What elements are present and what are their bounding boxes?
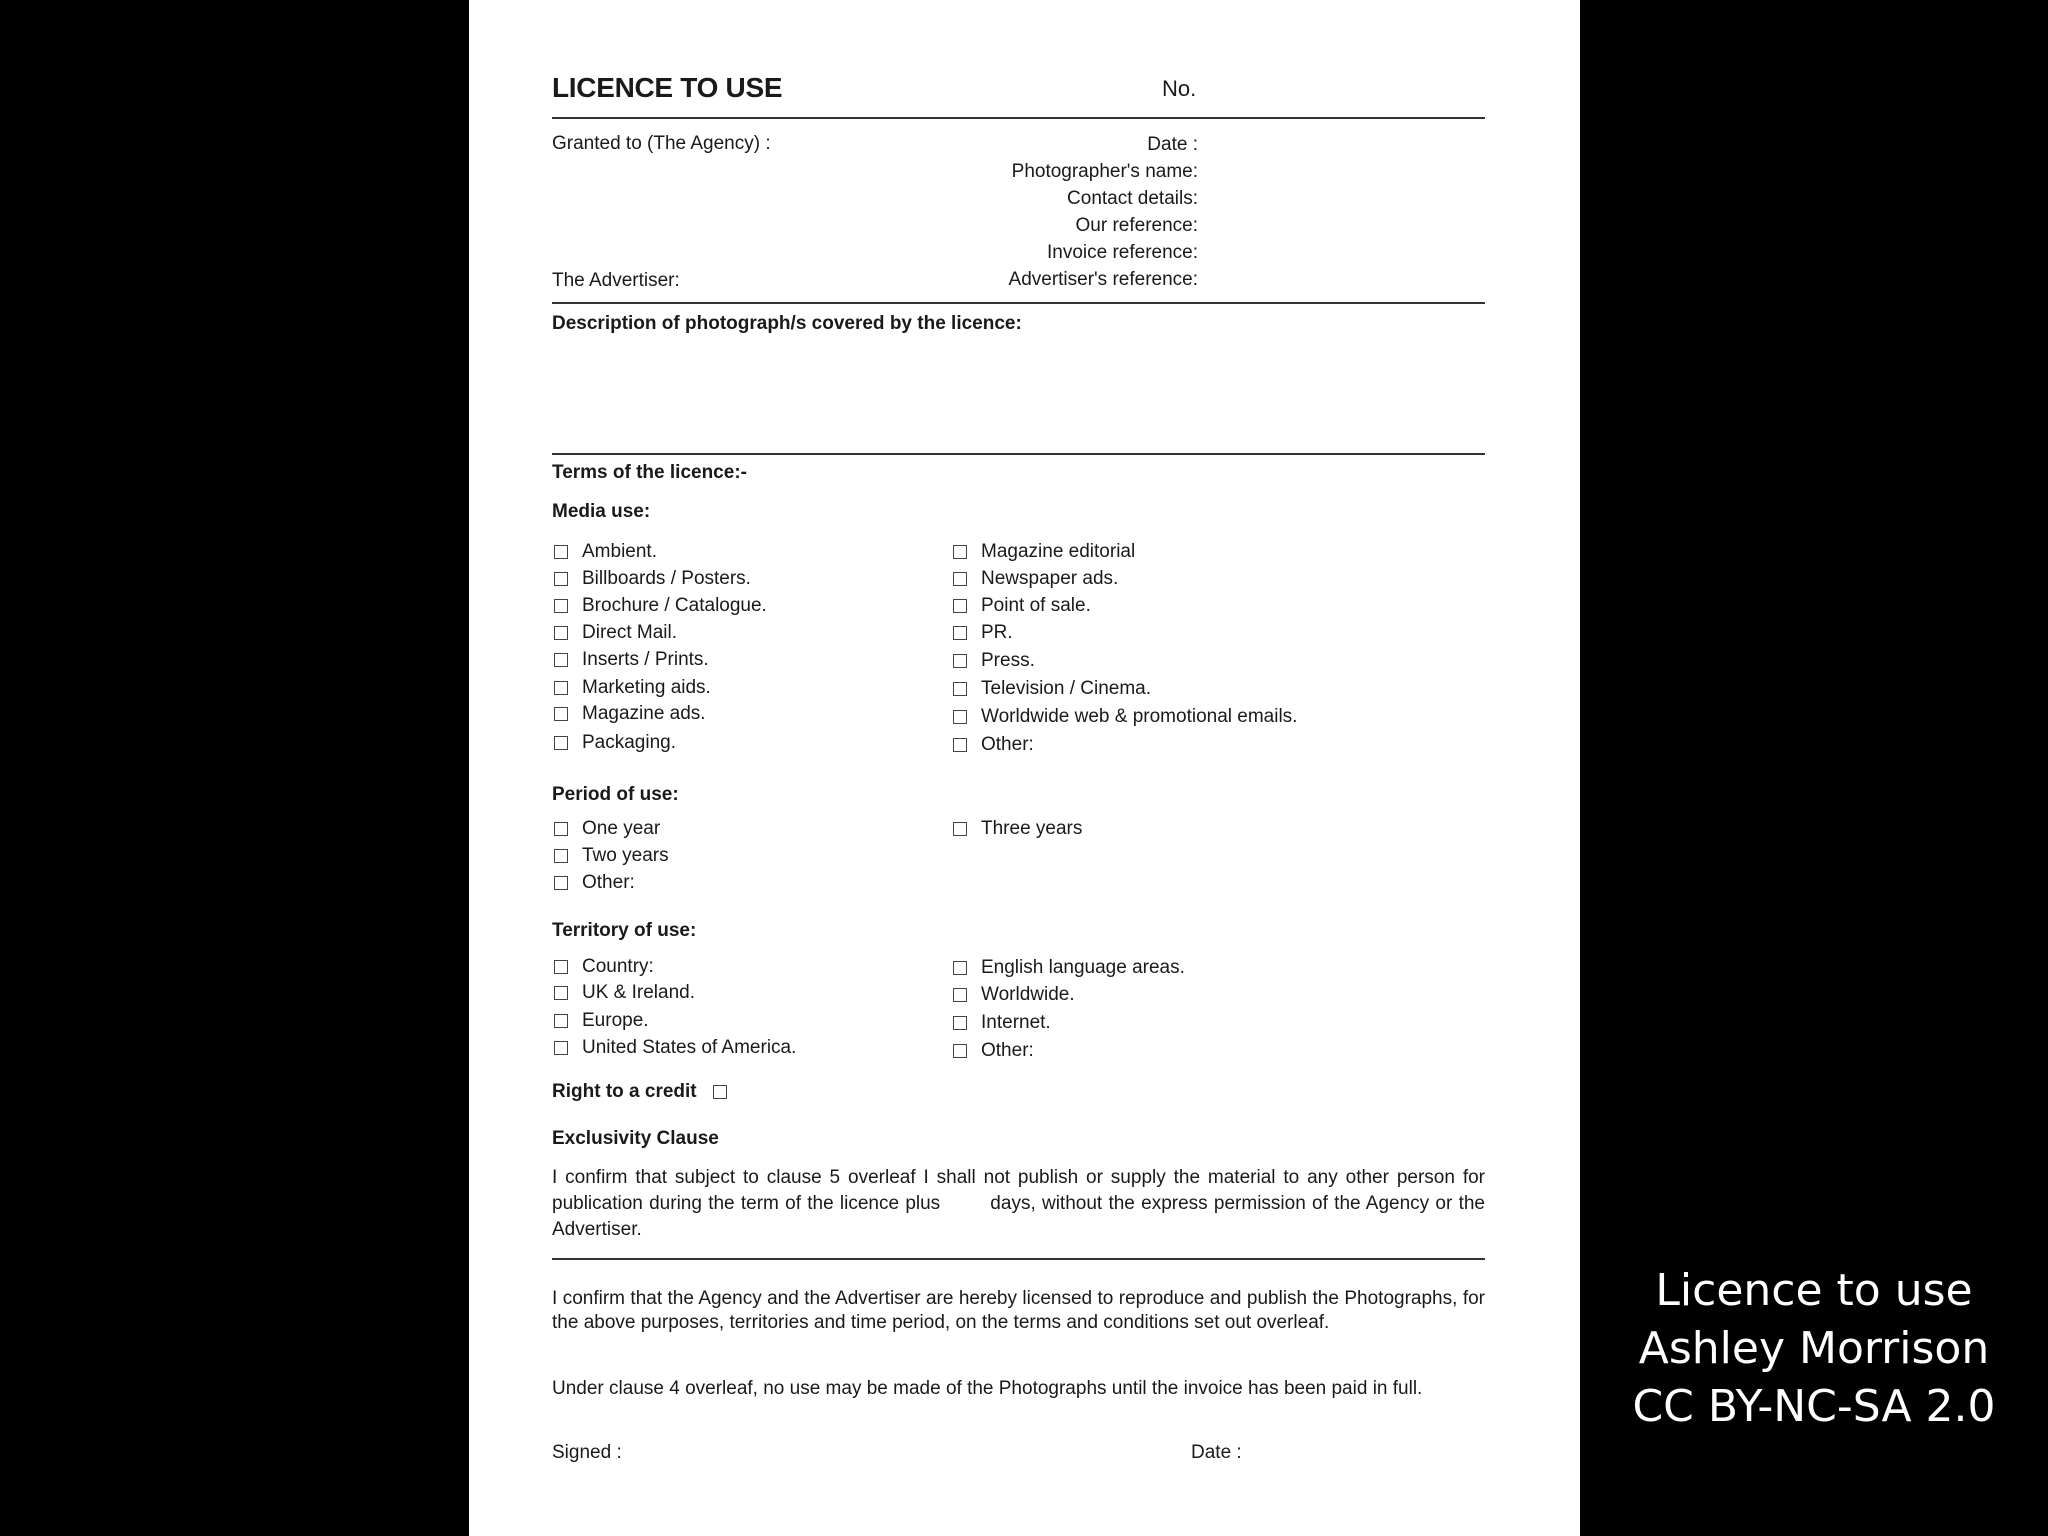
checkbox-icon[interactable] (953, 599, 967, 613)
contact-details-label: Contact details: (1067, 188, 1198, 209)
licence-document (469, 0, 1580, 1536)
checkbox-icon[interactable] (953, 1016, 967, 1030)
granted-to-label: Granted to (The Agency) : (552, 133, 771, 154)
checkbox-icon[interactable] (953, 654, 967, 668)
media-option-brochure[interactable]: Brochure / Catalogue. (554, 594, 767, 618)
divider (552, 117, 1485, 119)
period-option-two-years[interactable]: Two years (554, 844, 669, 868)
media-option-worldwide-web[interactable]: Worldwide web & promotional emails. (953, 705, 1297, 729)
territory-option-other[interactable]: Other: (953, 1039, 1034, 1063)
checkbox-icon[interactable] (554, 876, 568, 890)
territory-option-europe[interactable]: Europe. (554, 1009, 649, 1033)
checkbox-icon[interactable] (554, 1014, 568, 1028)
exclusivity-text: I confirm that subject to clause 5 overleaf I shall not publish or supply the material to any other person for publication during the term of the licence plus days, without the express permission of the Agency or the Advertiser. (552, 1167, 1485, 1240)
terms-heading: Terms of the licence:- (552, 462, 747, 483)
territory-option-worldwide[interactable]: Worldwide. (953, 983, 1075, 1007)
media-option-ambient[interactable]: Ambient. (554, 540, 657, 564)
checkbox-icon[interactable] (953, 682, 967, 696)
territory-option-usa[interactable]: United States of America. (554, 1036, 796, 1060)
clause4-text: Under clause 4 overleaf, no use may be made of the Photographs until the invoice has been paid in full. (552, 1378, 1423, 1399)
checkbox-icon[interactable] (953, 572, 967, 586)
territory-option-country[interactable]: Country: (554, 955, 654, 979)
invoice-reference-label: Invoice reference: (1046, 242, 1198, 263)
number-label: No. (1162, 76, 1197, 101)
territory-option-uk-ireland[interactable]: UK & Ireland. (554, 981, 695, 1005)
photographer-name-label: Photographer's name: (1011, 161, 1198, 182)
image-caption (1580, 1262, 2048, 1436)
media-option-direct-mail[interactable]: Direct Mail. (554, 621, 677, 645)
period-option-one-year[interactable]: One year (554, 817, 660, 841)
checkbox-icon[interactable] (953, 626, 967, 640)
media-option-packaging[interactable]: Packaging. (554, 731, 676, 755)
checkbox-icon[interactable] (554, 960, 568, 974)
divider (552, 1258, 1485, 1260)
media-option-other[interactable]: Other: (953, 733, 1034, 757)
period-of-use-heading: Period of use: (552, 784, 679, 805)
checkbox-icon[interactable] (953, 1044, 967, 1058)
checkbox-icon[interactable] (554, 545, 568, 559)
territory-option-english-language[interactable]: English language areas. (953, 956, 1185, 980)
media-option-marketing-aids[interactable]: Marketing aids. (554, 676, 711, 700)
checkbox-icon[interactable] (554, 653, 568, 667)
checkbox-icon[interactable] (554, 572, 568, 586)
media-option-magazine-ads[interactable]: Magazine ads. (554, 702, 706, 726)
checkbox-icon[interactable] (554, 599, 568, 613)
checkbox-icon[interactable] (953, 822, 967, 836)
divider (552, 302, 1485, 304)
media-option-press[interactable]: Press. (953, 649, 1035, 673)
signed-label: Signed : (552, 1442, 622, 1463)
divider (552, 453, 1485, 455)
checkbox-icon[interactable] (554, 1041, 568, 1055)
media-option-point-of-sale[interactable]: Point of sale. (953, 594, 1091, 618)
checkbox-icon[interactable] (554, 736, 568, 750)
caption-title: Licence to use (1655, 1265, 1973, 1316)
advertiser-reference-label: Advertiser's reference: (1008, 269, 1198, 290)
checkbox-icon[interactable] (554, 707, 568, 721)
exclusivity-heading: Exclusivity Clause (552, 1128, 719, 1149)
period-option-other[interactable]: Other: (554, 871, 635, 895)
checkbox-icon[interactable] (554, 681, 568, 695)
right-to-credit-option[interactable]: Right to a credit (552, 1080, 741, 1104)
advertiser-label: The Advertiser: (552, 270, 680, 291)
media-use-heading: Media use: (552, 501, 651, 522)
caption-author: Ashley Morrison (1638, 1323, 1990, 1374)
caption-license: CC BY-NC-SA 2.0 (1632, 1381, 1996, 1432)
media-option-television[interactable]: Television / Cinema. (953, 677, 1151, 701)
checkbox-icon[interactable] (554, 626, 568, 640)
checkbox-icon[interactable] (953, 545, 967, 559)
media-option-billboards[interactable]: Billboards / Posters. (554, 567, 751, 591)
our-reference-label: Our reference: (1075, 215, 1198, 236)
checkbox-icon[interactable] (953, 961, 967, 975)
checkbox-icon[interactable] (953, 988, 967, 1002)
signature-date-label: Date : (1191, 1442, 1242, 1463)
media-option-magazine-editorial[interactable]: Magazine editorial (953, 540, 1135, 564)
checkbox-icon[interactable] (713, 1085, 727, 1099)
checkbox-icon[interactable] (554, 986, 568, 1000)
checkbox-icon[interactable] (953, 710, 967, 724)
territory-of-use-heading: Territory of use: (552, 920, 697, 941)
period-option-three-years[interactable]: Three years (953, 817, 1082, 841)
media-option-inserts[interactable]: Inserts / Prints. (554, 648, 709, 672)
media-option-pr[interactable]: PR. (953, 621, 1013, 645)
checkbox-icon[interactable] (554, 849, 568, 863)
document-title: LICENCE TO USE (552, 72, 783, 103)
checkbox-icon[interactable] (953, 738, 967, 752)
date-label: Date : (1147, 134, 1198, 155)
checkbox-icon[interactable] (554, 822, 568, 836)
description-heading: Description of photograph/s covered by the licence: (552, 313, 1022, 334)
confirmation-text: I confirm that the Agency and the Advertiser are hereby licensed to reproduce and publish the Photographs, for the above purposes, territories and time period, on the terms and conditions set out overleaf. (552, 1288, 1485, 1333)
media-option-newspaper-ads[interactable]: Newspaper ads. (953, 567, 1118, 591)
territory-option-internet[interactable]: Internet. (953, 1011, 1051, 1035)
